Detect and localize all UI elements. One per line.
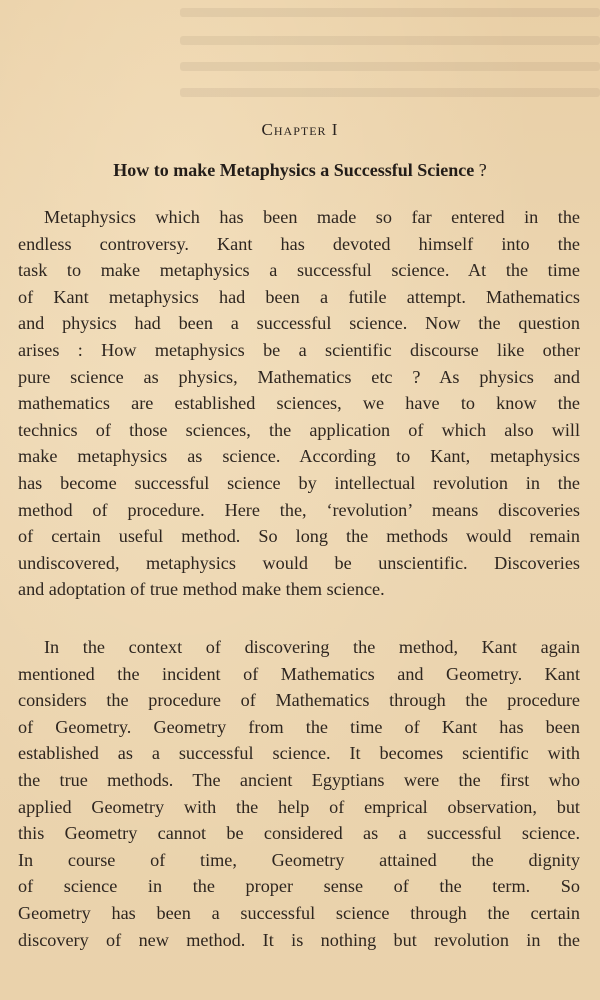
paragraph-line: Geometry has been a successful science through the certain [18, 902, 580, 923]
paragraph-line: arises : How metaphysics be a scientific discourse like other [18, 339, 580, 360]
paragraph-line: technics of those sciences, the application of which also will [18, 419, 580, 440]
chapter-title-text: How to make Metaphysics a Successful Science [113, 160, 475, 180]
paragraph-line: endless controversy. Kant has devoted himself into the [18, 233, 580, 254]
paragraph-line: mathematics are established sciences, we have to know the [18, 393, 580, 414]
paragraph-line: and physics had been a successful science. Now the question [18, 313, 580, 334]
paragraph-line: mentioned the incident of Mathematics and Geometry. Kant [18, 663, 580, 684]
paragraph-line: In course of time, Geometry attained the dignity [18, 849, 580, 870]
chapter-label: Chapter I [261, 120, 339, 139]
paragraph-line: considers the procedure of Mathematics through the procedure [18, 690, 580, 711]
paragraph-line: make metaphysics as science. According to Kant, metaphysics [18, 446, 580, 467]
chapter-title-question-mark: ? [478, 160, 487, 180]
paragraph-line: task to make metaphysics a successful science. At the time [18, 260, 580, 281]
paragraph-line: established as a successful science. It becomes scientific with [18, 743, 580, 764]
paragraph-line: of science in the proper sense of the term. So [18, 876, 580, 897]
paragraph-line: undiscovered, metaphysics would be unscientific. Discoveries [18, 552, 580, 573]
paragraph-line: of Geometry. Geometry from the time of Kant has been [18, 716, 580, 737]
paragraph-line: has become successful science by intellectual revolution in the [18, 472, 580, 493]
paragraph-line: and adoptation of true method make them science. [18, 579, 385, 600]
paragraph-line: the true methods. The ancient Egyptians were the first who [18, 769, 580, 790]
paragraph-line: In the context of discovering the method, Kant again [44, 637, 580, 657]
paragraph-2 [18, 634, 580, 953]
paragraph-line: method of procedure. Here the, ‘revolution’ means discoveries [18, 499, 580, 520]
paragraph-line: this Geometry cannot be considered as a successful science. [18, 823, 580, 844]
show-through-text [0, 0, 600, 110]
paragraph-line: of certain useful method. So long the methods would remain [18, 526, 580, 547]
paragraph-line: applied Geometry with the help of emprical observation, but [18, 796, 580, 817]
paragraph-1 [18, 204, 580, 603]
paragraph-line: Metaphysics which has been made so far entered in the [44, 207, 580, 227]
paragraph-line: pure science as physics, Mathematics etc ? As physics and [18, 366, 580, 387]
chapter-title [0, 160, 600, 181]
paragraph-line: of Kant metaphysics had been a futile attempt. Mathematics [18, 286, 580, 307]
paragraph-line: discovery of new method. It is nothing but revolution in the [18, 929, 580, 950]
